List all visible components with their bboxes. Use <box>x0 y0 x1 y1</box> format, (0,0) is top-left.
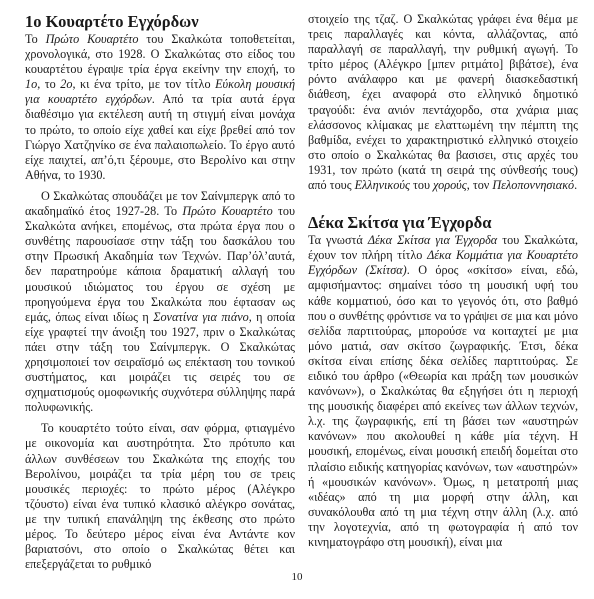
left-column <box>25 12 295 572</box>
right-column <box>308 12 578 550</box>
page-number: 10 <box>291 571 303 583</box>
paragraph-5: Τα γνωστά Δέκα Σκίτσα για Έγχορδα του Σκαλκώτα, έχουν τον πλήρη τίτλο Δέκα Κομμάτια για Κουαρτέτο Εγχόρδων (Σκίτσα). Ο όρος «σκίτσο» είναι, εδώ, αμφισήμαντος: σημαίνει τόσο τη μουσική υφή του κάθε κομματιού, όσο και το γεγονός ότι, στο βαθμό που ο συνθέτης φρόντισε να το γράψει σε μια και μόνο σελίδα παρτιτούρας, μπορούσε να κοιταχτεί με μια μόνο ματιά, σαν σκίτσο ζωγραφικής. Έτσι, δέκα σκίτσα είναι επίσης δέκα σελίδες παρτιτούρας. Σε ειδικό του άρθρο («Θεωρία και πράξη των μουσικών κανόνων»), ο Σκαλκώτας θα εξηγήσει ότι η περιοχή της μουσικής διαφέρει από εκείνες των άλλων τεχνών, λ.χ. της ζωγραφικής, επί τη βάσει των «αυστηρών κανόνων» που ακολουθεί η κάθε μία τέχνη. Η μουσική, επομένως, είναι μουσική επειδή δομείται στο πλαίσιο ειδικής κατηγορίας κανόνων, των «αυστηρών» ή «μουσικών κανόνων». Όμως, η μετατροπή μιας «ιδέας» από τη μια μορφή στην άλλη, και συνακόλουθα από τη μια τέχνη στην άλλη (λ.χ. από την λογοτεχνία, από τη φωτογραφία ή από τον κινηματογράφο στη μουσική), είναι μια <box>308 233 579 549</box>
paragraph-1: Το Πρώτο Κουαρτέτο του Σκαλκώτα τοποθετείται, χρονολογικά, στο 1928. Ο Σκαλκώτας στο είδος του κουαρτέτου έγραψε τρία έργα εκείνην την εποχή, το 1ο, το 2ο, κι ένα τρίτο, με τον τίτλο Εύκολη μουσική για κουαρτέτο εγχόρδων. Από τα τρία αυτά έργα διαθέσιμο για εκτέλεση αυτή τη στιγμή είναι μονάχα το πρώτο, το οποίο είχε χαθεί και είχε βρεθεί από τον Γιώργο Χατζηνίκο σε ένα παλαιοπωλείο. Το έργο αυτό είχε παιχτεί, απ’ό,τι ξέρουμε, στο Βερολίνο και στην Αθήνα, το 1930. <box>25 32 295 182</box>
section-heading-first-quartet: 1ο Κουαρτέτο Εγχόρδων <box>25 12 199 31</box>
paragraph-3: Το κουαρτέτο τούτο είναι, σαν φόρμα, φτιαγμένο με οικονομία και αυστηρότητα. Στο πρότυπο και άλλων συνθέσεων του Σκαλκώτα της εποχής του Βερολίνου, μοιράζει τα τρία μέρη του σε τρεις μουσικές περιοχές: το πρώτο μέρος (Αλέγκρο τζόυστο) είναι ένα τυπικό κλασικό αλέγκρο σονάτας, με την τυπική επανάληψη της έκθεσης στο πρώτο μέρος. Το δεύτερο μέρος είναι ένα Αντάντε κον βαριατσόνι, στο οποίο ο Σκαλκώτας θέτει και επεξεργάζεται το ρυθμικό <box>25 421 295 572</box>
paragraph-2: Ο Σκαλκώτας σπουδάζει με τον Σαίνμπεργκ από το ακαδημαϊκό έτος 1927-28. Το Πρώτο Κουαρτέτο του Σκαλκώτα ανήκει, επομένως, στα πρώτα έργα που ο συνθέτης παρουσίασε στην τάξη του δασκάλου του στην Πρωσική Ακαδημία των Τεχνών. Παρ’όλ’αυτά, δεν παρατηρούμε κάποια δραματική αλλαγή του μουσικού ιδιώματος του έργου σε σχέση με προηγούμενα έργα του Σκαλκώτα που έφτασαν ως εμάς, όπως είναι ιδίως η Σονατίνα για πιάνο, η οποία είχε γραφτεί την άνοιξη του 1927, πριν ο Σκαλκώτας πάει στην τάξη του Σαίνμπεργκ. Ο Σκαλκώτας χρησιμοποιεί τον σειραϊσμό ως επέκταση του τονικού συστήματος, και μοιράζει τις σειρές του σε σχηματισμούς ομοφωνικής συχνότερα σύλληψης παρά πολυφωνικής. <box>25 188 296 415</box>
section-heading-ten-sketches: Δέκα Σκίτσα για Έγχορδα <box>308 213 492 233</box>
paragraph-4: στοιχείο της τζαζ. Ο Σκαλκώτας γράφει ένα θέμα με τρεις παραλλαγές και κόντα, αλλάζοντας, από παραλλαγή σε παραλλαγή, την ρυθμική αγωγή. Το τρίτο μέρος (Αλέγκρο [μπεν ριτμάτο] βιβάτσε), ένα ρόντο ανάλαφρο και με φανερή διασκεδαστική διάθεση, έχει αναφορά στο ελληνικό δημοτικό τραγούδι: ένα ανιόν πεντάχορδο, στα χνάρια μιας ελάσσονος κλίμακας με ελαττωμένη την πέμπτη της βαθμίδα, ενέχει το χαρακτηριστικό ελληνικό στοιχείο στο οποίο ο Σκαλκώτας θα βασισει, στις αρχές του 1931, τον πρώτο (κατά τη σειρά της σύνθεσής τους) από τους Ελληνικούς του χορούς, τον Πελοποννησιακό. <box>308 12 578 193</box>
